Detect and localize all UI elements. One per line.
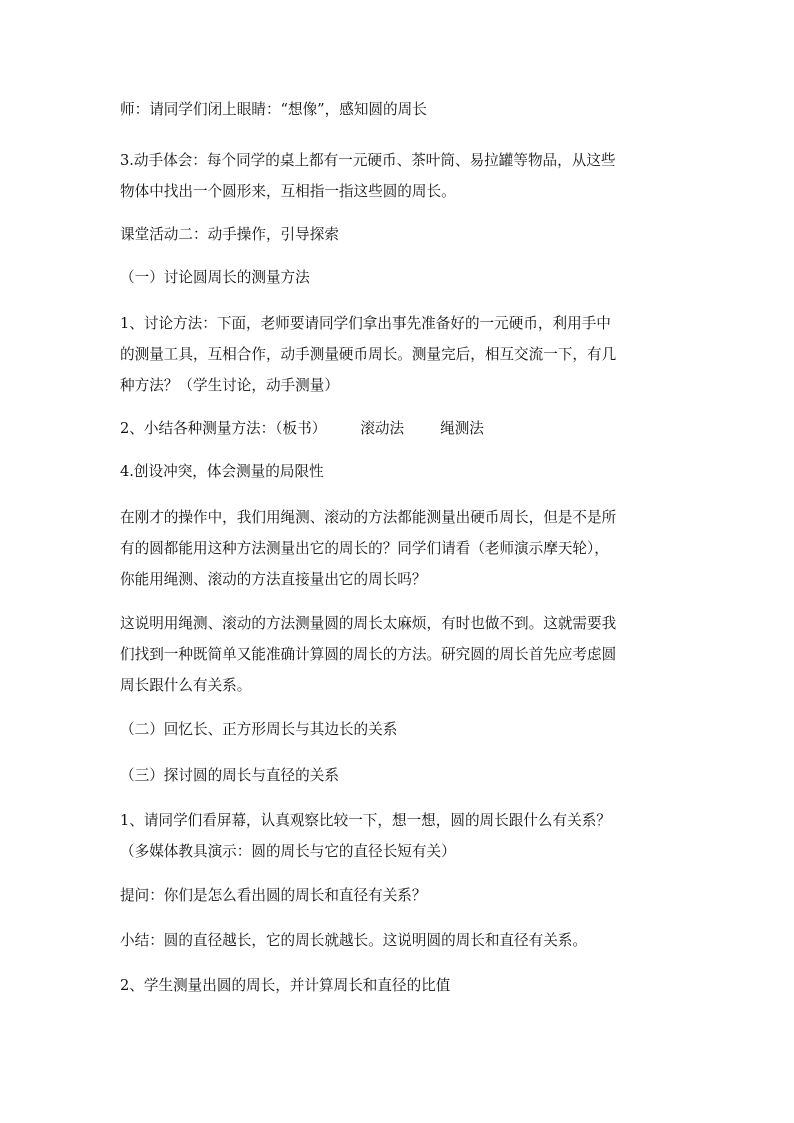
text-line: 有的圆都能用这种方法测量出它的周长的？同学们请看（老师演示摩天轮）， [120,540,609,557]
paragraph-question [120,880,680,911]
text-line: 4.创设冲突，体会测量的局限性 [120,463,324,480]
paragraph-teacher-instruction [120,94,680,125]
paragraph-explanation [120,608,680,701]
text-line [120,413,680,444]
paragraph-section-two [120,714,680,745]
text-line: 提问：你们是怎么看出圆的周长和直径有关系？ [120,887,427,904]
paragraph-conflict [120,456,680,487]
text-line: （多媒体教具演示：圆的周长与它的直径长短有关） [120,843,456,860]
method-rolling: 滚动法 [360,420,405,437]
paragraph-conclusion [120,925,680,956]
paragraph-activity-two [120,219,680,250]
paragraph-section-one [120,262,680,293]
paragraph-summary-methods [120,413,680,444]
text-line: （一）讨论圆周长的测量方法 [120,269,310,286]
text-line: 1、讨论方法：下面，老师要请同学们拿出事先准备好的一元硬币，利用手中 [120,315,611,332]
text-line: 你能用绳测、滚动的方法直接量出它的周长吗？ [120,571,427,588]
paragraph-screen-observe [120,805,680,867]
text-line: （三）探讨圆的周长与直径的关系 [120,767,339,784]
text-line: 3.动手体会：每个同学的桌上都有一元硬币、茶叶筒、易拉罐等物品，从这些 [120,152,616,169]
summary-label: 2、小结各种测量方法：（板书） [120,420,327,437]
text-line: 物体中找出一个圆形来，互相指一指这些圆的周长。 [120,183,456,200]
paragraph-section-three [120,760,680,791]
text-line: 课堂活动二：动手操作，引导探索 [120,226,339,243]
text-line: （二）回忆长、正方形周长与其边长的关系 [120,721,398,738]
text-line: 们找到一种既简单又能准确计算圆的周长的方法。研究圆的周长首先应考虑圆 [120,646,617,663]
text-line: 师：请同学们闭上眼睛：“想像”，感知圆的周长 [120,101,427,118]
paragraph-hands-on [120,145,680,207]
paragraph-measure-ratio [120,970,680,1001]
document-page [120,0,680,1123]
text-line: 周长跟什么有关系。 [120,677,252,694]
text-line: 小结：圆的直径越长，它的周长就越长。这说明圆的周长和直径有关系。 [120,932,588,949]
text-line: 2、学生测量出圆的周长，并计算周长和直径的比值 [120,977,451,994]
paragraph-discussion-method [120,308,680,401]
paragraph-operation [120,502,680,595]
text-line: 的测量工具，互相合作，动手测量硬币周长。测量完后，相互交流一下，有几 [120,346,617,363]
text-line: 这说明用绳测、滚动的方法测量圆的周长太麻烦，有时也做不到。这就需要我 [120,615,617,632]
text-line: 在刚才的操作中，我们用绳测、滚动的方法都能测量出硬币周长，但是不是所 [120,509,617,526]
method-string: 绳测法 [440,420,484,437]
text-line: 种方法？（学生讨论，动手测量） [120,377,339,394]
text-line: 1、请同学们看屏幕，认真观察比较一下，想一想，圆的周长跟什么有关系？ [120,812,611,829]
